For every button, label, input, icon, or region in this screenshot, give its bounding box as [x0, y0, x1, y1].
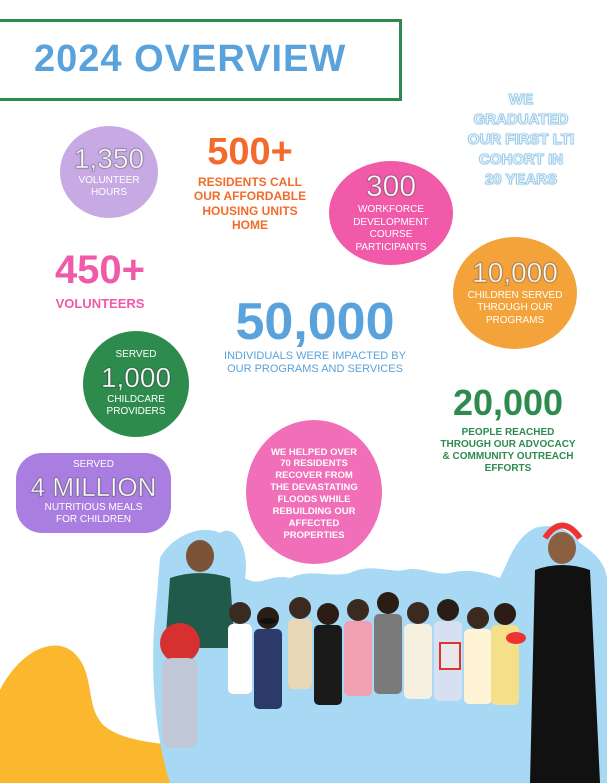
- floods-line-2: 70 RESIDENTS: [280, 458, 348, 470]
- people-reached-label-2: THROUGH OUR ADVOCACY: [440, 439, 576, 450]
- adult-right-head: [548, 532, 576, 564]
- meals-label-1: NUTRITIOUS MEALS: [44, 501, 143, 513]
- floods-line-7: AFFECTED: [288, 517, 340, 529]
- popcorn-prop: [440, 643, 460, 669]
- lti-line-4: COHORT IN: [478, 151, 564, 168]
- residents-label-3: HOUSING UNITS: [202, 203, 298, 218]
- costume-head: [160, 623, 200, 663]
- lti-line-1: WE: [508, 91, 534, 108]
- individuals-label-1: INDIVIDUALS WERE IMPACTED BY: [224, 350, 406, 362]
- people-reached-label-4: EFFORTS: [484, 463, 532, 474]
- children-label-3: PROGRAMS: [485, 314, 545, 326]
- floods-line-4: THE DEVASTATING: [270, 482, 358, 494]
- volunteers-label: VOLUNTEERS: [55, 296, 145, 311]
- lti-stat: [446, 90, 596, 190]
- children-label-1: CHILDREN SERVED: [467, 289, 563, 301]
- volunteer-hours-label-2: HOURS: [90, 187, 128, 198]
- people-reached-label-1: PEOPLE REACHED: [461, 427, 555, 438]
- childcare-prefix: SERVED: [115, 349, 157, 361]
- residents-stat: [180, 133, 320, 233]
- floods-line-3: RECOVER FROM: [275, 470, 353, 482]
- childcare-label-2: PROVIDERS: [106, 406, 166, 418]
- residents-label-2: OUR AFFORDABLE: [193, 189, 307, 204]
- workforce-label-3: COURSE: [369, 229, 413, 240]
- floods-line-8: PROPERTIES: [283, 529, 345, 541]
- floods-line-6: REBUILDING OUR: [272, 505, 356, 517]
- children-circle: [453, 237, 577, 349]
- residents-label-4: HOME: [232, 218, 268, 233]
- floods-line-1: WE HELPED OVER: [270, 446, 358, 458]
- page-title: 2024 OVERVIEW: [34, 38, 347, 80]
- lti-line-5: 20 YEARS: [484, 171, 558, 188]
- volunteer-hours-circle: [60, 126, 158, 218]
- volunteers-number: 450+: [54, 248, 146, 292]
- people-reached-label-3: & COMMUNITY OUTREACH: [442, 451, 574, 462]
- volunteer-hours-label-1: VOLUNTEER: [78, 174, 140, 186]
- childcare-circle: [83, 331, 189, 437]
- childcare-label-1: CHILDCARE: [107, 393, 165, 405]
- group-photo: [150, 518, 607, 783]
- volunteer-hours-number: 1,350: [73, 142, 145, 174]
- lti-line-3: OUR FIRST LTI: [467, 131, 575, 148]
- adult-left-head: [186, 540, 214, 572]
- children-number: 10,000: [472, 256, 558, 288]
- meals-pill: [16, 453, 171, 533]
- floods-line-5: FLOODS WHILE: [277, 494, 351, 505]
- meals-label-2: FOR CHILDREN: [55, 514, 131, 526]
- workforce-label-4: PARTICIPANTS: [355, 241, 427, 253]
- individuals-number: 50,000: [235, 293, 395, 351]
- childcare-number: 1,000: [100, 361, 172, 393]
- meals-prefix: SERVED: [73, 459, 114, 471]
- costume-body: [162, 658, 198, 748]
- lips-prop: [506, 632, 526, 644]
- meals-number: 4 MILLION: [30, 471, 157, 502]
- individuals-stat: [195, 293, 435, 376]
- adult-right-body: [530, 565, 600, 783]
- people-reached-number: 20,000: [452, 382, 564, 423]
- individuals-label-2: OUR PROGRAMS AND SERVICES: [227, 363, 403, 376]
- children-label-2: THROUGH OUR: [477, 302, 553, 314]
- workforce-label-2: DEVELOPMENT: [353, 216, 429, 228]
- residents-number: 500+: [207, 131, 293, 173]
- workforce-label-1: WORKFORCE: [357, 204, 425, 215]
- workforce-number: 300: [365, 170, 417, 203]
- mustache-prop: [259, 618, 277, 624]
- workforce-circle: [329, 161, 453, 265]
- residents-label-1: RESIDENTS CALL: [197, 175, 302, 189]
- people-reached-stat: [428, 382, 588, 475]
- volunteers-stat: [30, 250, 170, 312]
- lti-line-2: GRADUATED: [473, 111, 569, 128]
